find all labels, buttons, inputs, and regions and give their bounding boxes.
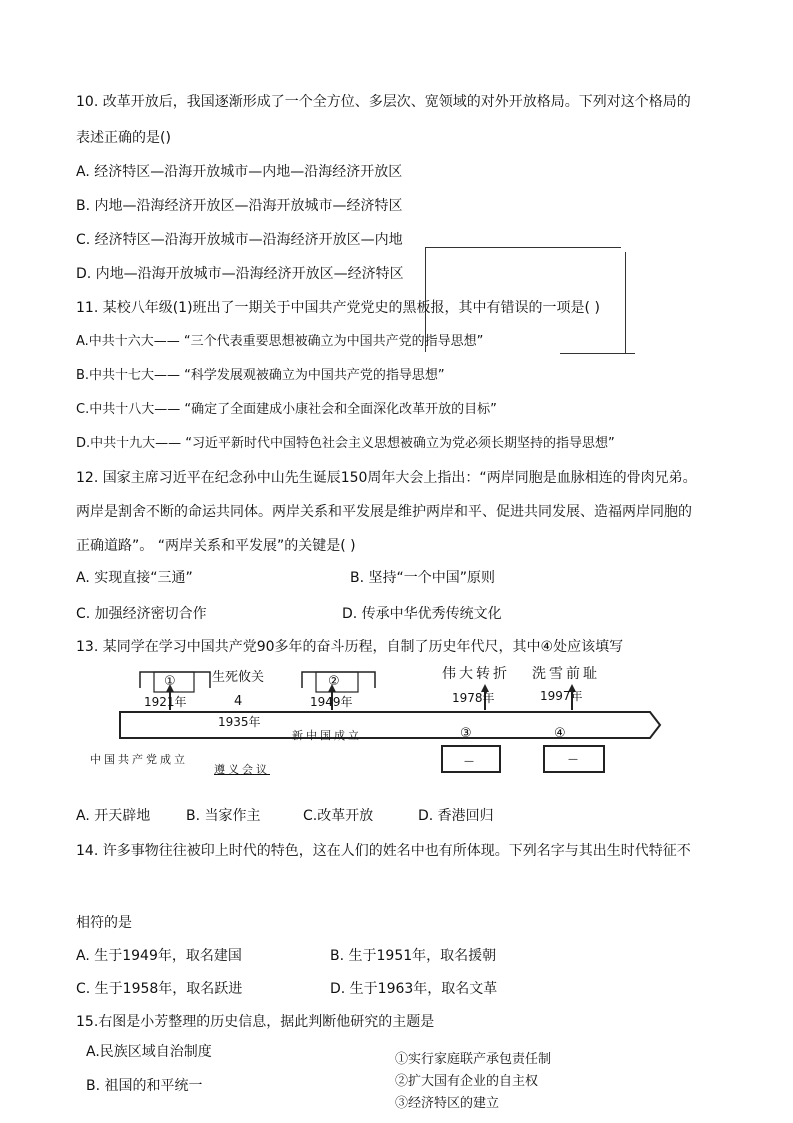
timeline-circle4: ④ [554,726,566,741]
q14-option-b: B. 生于1951年，取名援朝 [330,948,497,964]
q12-option-a: A. 实现直接“三通” [76,570,193,586]
timeline-year-1935: 1935年 [218,715,261,729]
q15-info-3: ③经济特区的建立 [395,1096,500,1111]
timeline-label-4: 4 [234,694,243,709]
q15-option-a: A.民族区域自治制度 [86,1044,212,1060]
q13-option-b: B. 当家作主 [186,808,261,824]
timeline-label-gongchandang: 中国共产党成立 [90,753,188,766]
q10-stem-line1: 10. 改革开放后，我国逐渐形成了一个全方位、多层次、宽领域的对外开放格局。下列对这个格局的 [76,94,691,110]
timeline-year-1978: 1978年 [452,691,495,705]
q10-option-b: B. 内地—沿海经济开放区—沿海开放城市—经济特区 [76,198,403,214]
q10-option-a: A. 经济特区—沿海开放城市—内地—沿海经济开放区 [76,164,403,180]
q15-info-2: ②扩大国有企业的自主权 [395,1074,539,1089]
q10-option-c: C. 经济特区—沿海开放城市—沿海经济开放区—内地 [76,232,403,248]
q13-option-a: A. 开天辟地 [76,808,151,824]
q10-stem-line2: 表述正确的是() [76,130,171,146]
stray-box-top [425,247,621,248]
timeline-year-1949: 1949年 [310,695,353,709]
q11-stem: 11. 某校八年级(1)班出了一期关于中国共产党党史的黑板报，其中有错误的一项是( ) [76,300,600,316]
timeline-label-weida: 伟大转折 [442,666,510,682]
q15-option-b: B. 祖国的和平统一 [86,1078,203,1094]
q15-stem: 15.右图是小芳整理的历史信息，据此判断他研究的主题是 [76,1014,435,1030]
q12-stem-line3: 正确道路”。 “两岸关系和平发展”的关键是( ) [76,538,356,554]
q10-option-d: D. 内地—沿海开放城市—沿海经济开放区—经济特区 [76,266,404,282]
q12-stem-line2: 两岸是割舍不断的命运共同体。两岸关系和平发展是维护两岸和平、促进共同发展、造福两岸同胞的 [76,504,692,520]
q11-option-a: A.中共十六大—— “三个代表重要思想被确立为中国共产党的指导思想” [76,334,484,349]
timeline-circle1: ① [164,674,176,689]
timeline-year-1921: 1921年 [144,695,187,709]
timeline-figure [80,662,670,782]
timeline-label-xinzhongguo: 新中国成立 [292,729,362,742]
q13-stem: 13. 某同学在学习中国共产党90多年的奋斗历程，自制了历史年代尺，其中④处应该填写 [76,639,624,655]
answer-box-3-dash: — [464,756,474,767]
q11-option-d: D.中共十九大—— “习近平新时代中国特色社会主义思想被确立为党必须长期坚持的指导思想” [76,436,615,451]
timeline-circle2: ② [328,674,340,689]
timeline-circle3: ③ [460,726,472,741]
q12-option-c: C. 加强经济密切合作 [76,606,207,622]
q13-option-d: D. 香港回归 [418,808,494,824]
timeline-bar [120,712,660,738]
q12-option-b: B. 坚持“一个中国”原则 [350,570,496,586]
q14-option-c: C. 生于1958年，取名跃进 [76,981,243,997]
stray-box-bottom [560,353,635,354]
q13-option-c: C.改革开放 [303,808,374,824]
q14-stem-line2: 相符的是 [76,915,132,931]
answer-box-4-dash: — [568,754,578,765]
q12-option-d: D. 传承中华优秀传统文化 [342,606,502,622]
q12-stem-line1: 12. 国家主席习近平在纪念孙中山先生诞辰150周年大会上指出：“两岸同胞是血脉相连的骨肉兄弟。 [76,470,697,486]
q11-option-b: B.中共十七大—— “科学发展观被确立为中国共产党的指导思想” [76,368,445,383]
q14-option-d: D. 生于1963年，取名文革 [330,981,498,997]
timeline-label-zunyi: 遵义会议 [214,763,270,776]
q11-option-c: C.中共十八大—— “确定了全面建成小康社会和全面深化改革开放的目标” [76,402,497,417]
timeline-year-1997: 1997年 [540,689,583,703]
timeline-label-shengsi: 生死攸关 [212,670,265,685]
q14-option-a: A. 生于1949年，取名建国 [76,948,242,964]
stray-box-right [625,252,626,354]
q15-info-1: ①实行家庭联产承包责任制 [395,1052,552,1067]
timeline-label-xixue: 洗雪前耻 [532,666,600,682]
q14-stem-line1: 14. 许多事物往往被印上时代的特色，这在人们的姓名中也有所体现。下列名字与其出生时代特征不 [76,843,691,859]
